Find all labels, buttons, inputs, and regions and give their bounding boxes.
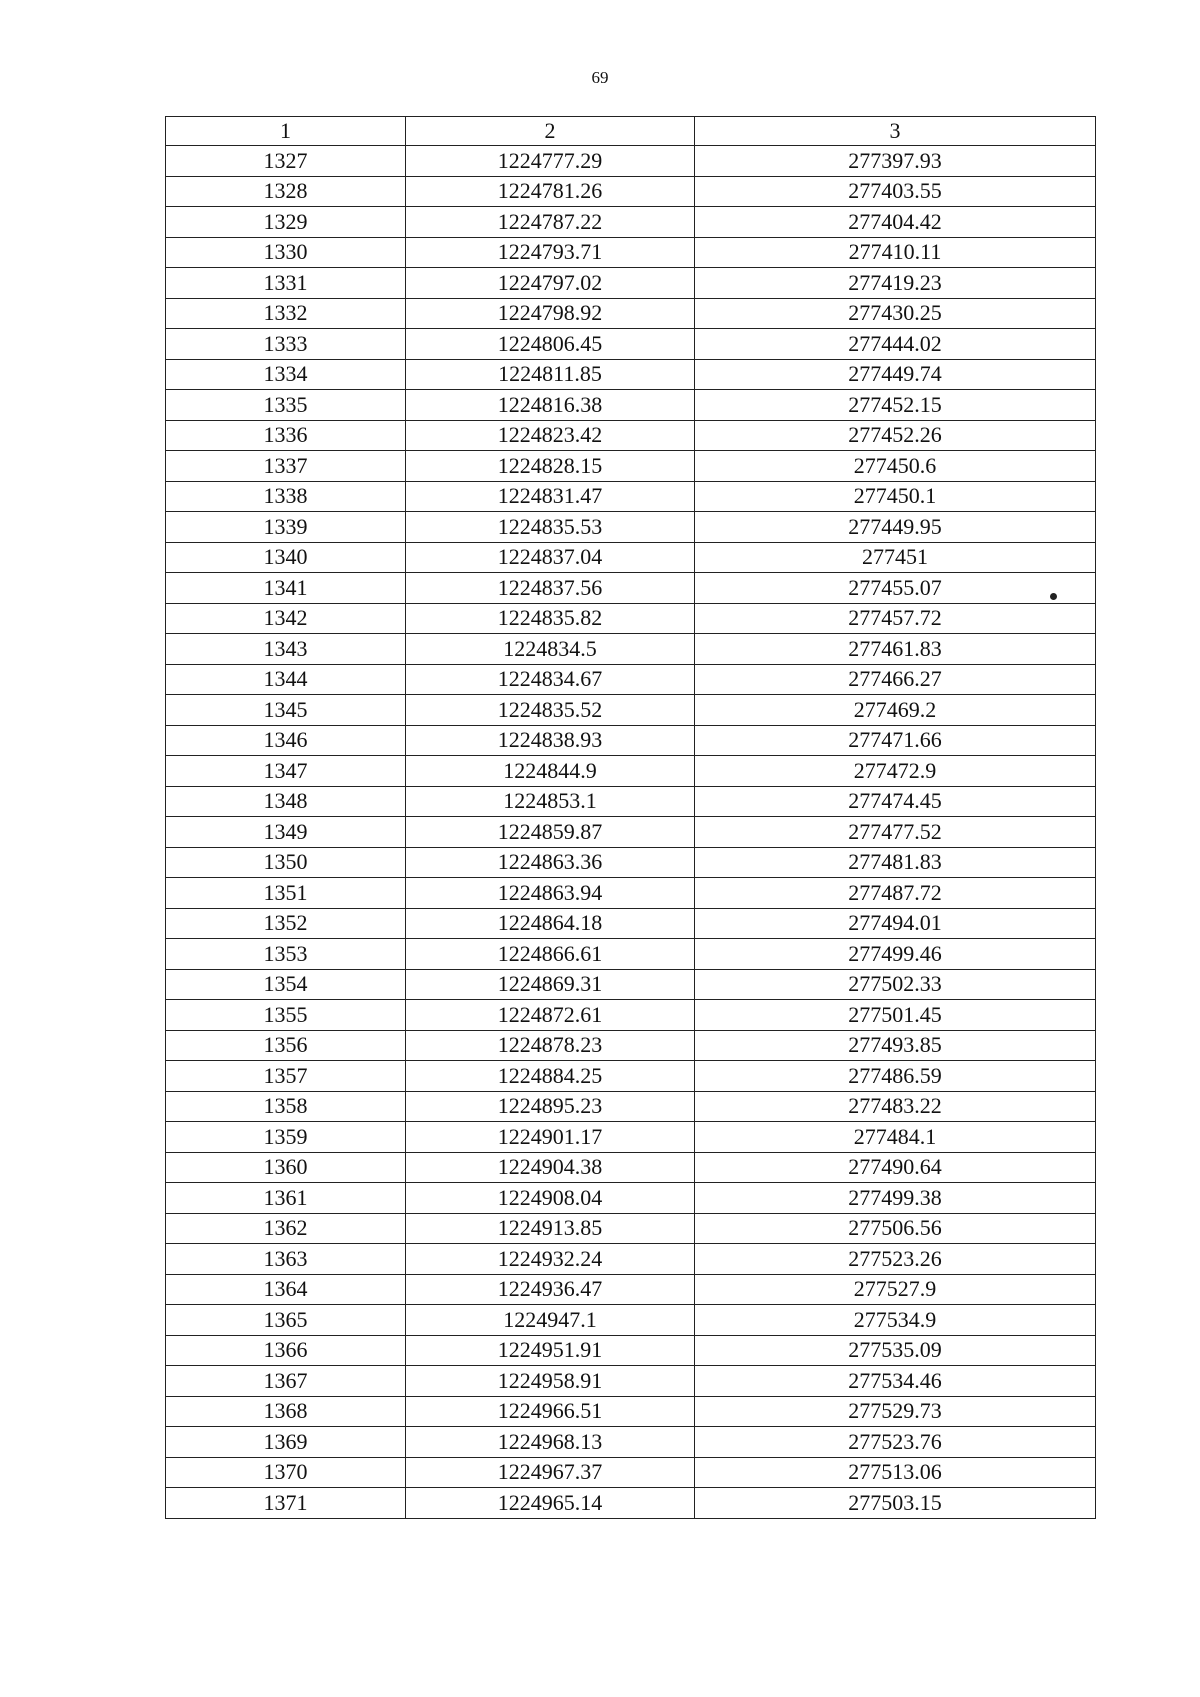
- y-coordinate-cell: 277490.64: [695, 1152, 1096, 1183]
- x-coordinate-cell: 1224828.15: [406, 451, 695, 482]
- point-number-cell: 1338: [166, 481, 406, 512]
- y-coordinate-cell: 277451: [695, 542, 1096, 573]
- column-header-3: 3: [695, 117, 1096, 146]
- x-coordinate-cell: 1224966.51: [406, 1396, 695, 1427]
- point-number-cell: 1355: [166, 1000, 406, 1031]
- table-row: [166, 756, 1096, 787]
- y-coordinate-cell: 277474.45: [695, 786, 1096, 817]
- table-row: [166, 1427, 1096, 1458]
- table-row: [166, 1183, 1096, 1214]
- point-number-cell: 1337: [166, 451, 406, 482]
- y-coordinate-cell: 277523.26: [695, 1244, 1096, 1275]
- y-coordinate-cell: 277461.83: [695, 634, 1096, 665]
- point-number-cell: 1348: [166, 786, 406, 817]
- point-number-cell: 1360: [166, 1152, 406, 1183]
- table-row: [166, 603, 1096, 634]
- y-coordinate-cell: 277503.15: [695, 1488, 1096, 1519]
- y-coordinate-cell: 277449.74: [695, 359, 1096, 390]
- y-coordinate-cell: 277534.46: [695, 1366, 1096, 1397]
- y-coordinate-cell: 277529.73: [695, 1396, 1096, 1427]
- x-coordinate-cell: 1224853.1: [406, 786, 695, 817]
- x-coordinate-cell: 1224965.14: [406, 1488, 695, 1519]
- table-row: [166, 359, 1096, 390]
- y-coordinate-cell: 277457.72: [695, 603, 1096, 634]
- x-coordinate-cell: 1224864.18: [406, 908, 695, 939]
- y-coordinate-cell: 277499.38: [695, 1183, 1096, 1214]
- x-coordinate-cell: 1224816.38: [406, 390, 695, 421]
- point-number-cell: 1336: [166, 420, 406, 451]
- y-coordinate-cell: 277430.25: [695, 298, 1096, 329]
- x-coordinate-cell: 1224835.53: [406, 512, 695, 543]
- table-row: [166, 1366, 1096, 1397]
- y-coordinate-cell: 277513.06: [695, 1457, 1096, 1488]
- point-number-cell: 1368: [166, 1396, 406, 1427]
- point-number-cell: 1365: [166, 1305, 406, 1336]
- x-coordinate-cell: 1224869.31: [406, 969, 695, 1000]
- point-number-cell: 1335: [166, 390, 406, 421]
- x-coordinate-cell: 1224834.67: [406, 664, 695, 695]
- table-row: [166, 664, 1096, 695]
- point-number-cell: 1333: [166, 329, 406, 360]
- x-coordinate-cell: 1224793.71: [406, 237, 695, 268]
- x-coordinate-cell: 1224968.13: [406, 1427, 695, 1458]
- point-number-cell: 1361: [166, 1183, 406, 1214]
- y-coordinate-cell: 277483.22: [695, 1091, 1096, 1122]
- table-row: [166, 573, 1096, 604]
- point-number-cell: 1353: [166, 939, 406, 970]
- table-row: [166, 878, 1096, 909]
- point-number-cell: 1366: [166, 1335, 406, 1366]
- table-row: [166, 237, 1096, 268]
- table-header-row: [166, 117, 1096, 146]
- point-number-cell: 1357: [166, 1061, 406, 1092]
- y-coordinate-cell: 277452.26: [695, 420, 1096, 451]
- y-coordinate-cell: 277506.56: [695, 1213, 1096, 1244]
- table-row: [166, 1000, 1096, 1031]
- x-coordinate-cell: 1224863.36: [406, 847, 695, 878]
- x-coordinate-cell: 1224936.47: [406, 1274, 695, 1305]
- y-coordinate-cell: 277449.95: [695, 512, 1096, 543]
- y-coordinate-cell: 277527.9: [695, 1274, 1096, 1305]
- point-number-cell: 1364: [166, 1274, 406, 1305]
- point-number-cell: 1367: [166, 1366, 406, 1397]
- table-row: [166, 1030, 1096, 1061]
- column-header-2: 2: [406, 117, 695, 146]
- table-row: [166, 1274, 1096, 1305]
- y-coordinate-cell: 277487.72: [695, 878, 1096, 909]
- table-row: [166, 1305, 1096, 1336]
- x-coordinate-cell: 1224878.23: [406, 1030, 695, 1061]
- x-coordinate-cell: 1224863.94: [406, 878, 695, 909]
- table-row: [166, 1152, 1096, 1183]
- x-coordinate-cell: 1224806.45: [406, 329, 695, 360]
- point-number-cell: 1343: [166, 634, 406, 665]
- table-row: [166, 298, 1096, 329]
- y-coordinate-cell: 277501.45: [695, 1000, 1096, 1031]
- y-coordinate-cell: 277484.1: [695, 1122, 1096, 1153]
- y-coordinate-cell: 277523.76: [695, 1427, 1096, 1458]
- point-number-cell: 1334: [166, 359, 406, 390]
- table-row: [166, 1244, 1096, 1275]
- x-coordinate-cell: 1224866.61: [406, 939, 695, 970]
- point-number-cell: 1327: [166, 146, 406, 177]
- table-body: [166, 146, 1096, 1519]
- table-row: [166, 1396, 1096, 1427]
- point-number-cell: 1328: [166, 176, 406, 207]
- point-number-cell: 1363: [166, 1244, 406, 1275]
- x-coordinate-cell: 1224834.5: [406, 634, 695, 665]
- table-row: [166, 512, 1096, 543]
- y-coordinate-cell: 277450.1: [695, 481, 1096, 512]
- table-row: [166, 847, 1096, 878]
- point-number-cell: 1359: [166, 1122, 406, 1153]
- x-coordinate-cell: 1224947.1: [406, 1305, 695, 1336]
- point-number-cell: 1332: [166, 298, 406, 329]
- table-row: [166, 695, 1096, 726]
- y-coordinate-cell: 277450.6: [695, 451, 1096, 482]
- y-coordinate-cell: 277493.85: [695, 1030, 1096, 1061]
- table-row: [166, 1091, 1096, 1122]
- table-row: [166, 1122, 1096, 1153]
- x-coordinate-cell: 1224932.24: [406, 1244, 695, 1275]
- table-row: [166, 786, 1096, 817]
- point-number-cell: 1345: [166, 695, 406, 726]
- x-coordinate-cell: 1224777.29: [406, 146, 695, 177]
- point-number-cell: 1350: [166, 847, 406, 878]
- x-coordinate-cell: 1224835.82: [406, 603, 695, 634]
- x-coordinate-cell: 1224901.17: [406, 1122, 695, 1153]
- x-coordinate-cell: 1224781.26: [406, 176, 695, 207]
- y-coordinate-cell: 277469.2: [695, 695, 1096, 726]
- x-coordinate-cell: 1224859.87: [406, 817, 695, 848]
- y-coordinate-cell: 277419.23: [695, 268, 1096, 299]
- x-coordinate-cell: 1224831.47: [406, 481, 695, 512]
- point-number-cell: 1358: [166, 1091, 406, 1122]
- x-coordinate-cell: 1224835.52: [406, 695, 695, 726]
- point-number-cell: 1346: [166, 725, 406, 756]
- point-number-cell: 1370: [166, 1457, 406, 1488]
- y-coordinate-cell: 277404.42: [695, 207, 1096, 238]
- y-coordinate-cell: 277455.07: [695, 573, 1096, 604]
- y-coordinate-cell: 277535.09: [695, 1335, 1096, 1366]
- table-row: [166, 725, 1096, 756]
- table-row: [166, 939, 1096, 970]
- table-row: [166, 420, 1096, 451]
- x-coordinate-cell: 1224798.92: [406, 298, 695, 329]
- y-coordinate-cell: 277502.33: [695, 969, 1096, 1000]
- table-row: [166, 451, 1096, 482]
- y-coordinate-cell: 277452.15: [695, 390, 1096, 421]
- point-number-cell: 1351: [166, 878, 406, 909]
- point-number-cell: 1356: [166, 1030, 406, 1061]
- y-coordinate-cell: 277410.11: [695, 237, 1096, 268]
- x-coordinate-cell: 1224884.25: [406, 1061, 695, 1092]
- x-coordinate-cell: 1224872.61: [406, 1000, 695, 1031]
- table-row: [166, 481, 1096, 512]
- table-row: [166, 908, 1096, 939]
- y-coordinate-cell: 277477.52: [695, 817, 1096, 848]
- point-number-cell: 1329: [166, 207, 406, 238]
- table-row: [166, 1457, 1096, 1488]
- table-row: [166, 329, 1096, 360]
- x-coordinate-cell: 1224844.9: [406, 756, 695, 787]
- table-row: [166, 1335, 1096, 1366]
- x-coordinate-cell: 1224811.85: [406, 359, 695, 390]
- x-coordinate-cell: 1224908.04: [406, 1183, 695, 1214]
- point-number-cell: 1342: [166, 603, 406, 634]
- y-coordinate-cell: 277486.59: [695, 1061, 1096, 1092]
- x-coordinate-cell: 1224958.91: [406, 1366, 695, 1397]
- y-coordinate-cell: 277466.27: [695, 664, 1096, 695]
- y-coordinate-cell: 277481.83: [695, 847, 1096, 878]
- point-number-cell: 1344: [166, 664, 406, 695]
- x-coordinate-cell: 1224838.93: [406, 725, 695, 756]
- y-coordinate-cell: 277471.66: [695, 725, 1096, 756]
- x-coordinate-cell: 1224951.91: [406, 1335, 695, 1366]
- point-number-cell: 1349: [166, 817, 406, 848]
- x-coordinate-cell: 1224967.37: [406, 1457, 695, 1488]
- point-number-cell: 1341: [166, 573, 406, 604]
- table-row: [166, 969, 1096, 1000]
- table-row: [166, 146, 1096, 177]
- table-row: [166, 634, 1096, 665]
- table-row: [166, 1061, 1096, 1092]
- point-number-cell: 1347: [166, 756, 406, 787]
- table-row: [166, 207, 1096, 238]
- point-number-cell: 1371: [166, 1488, 406, 1519]
- table-row: [166, 1488, 1096, 1519]
- table-row: [166, 390, 1096, 421]
- point-number-cell: 1339: [166, 512, 406, 543]
- table-row: [166, 542, 1096, 573]
- table-row: [166, 1213, 1096, 1244]
- x-coordinate-cell: 1224797.02: [406, 268, 695, 299]
- y-coordinate-cell: 277534.9: [695, 1305, 1096, 1336]
- table-row: [166, 176, 1096, 207]
- point-number-cell: 1352: [166, 908, 406, 939]
- y-coordinate-cell: 277499.46: [695, 939, 1096, 970]
- point-number-cell: 1369: [166, 1427, 406, 1458]
- scan-speck: [1050, 593, 1057, 600]
- table-row: [166, 268, 1096, 299]
- point-number-cell: 1340: [166, 542, 406, 573]
- y-coordinate-cell: 277397.93: [695, 146, 1096, 177]
- y-coordinate-cell: 277494.01: [695, 908, 1096, 939]
- x-coordinate-cell: 1224787.22: [406, 207, 695, 238]
- column-header-1: 1: [166, 117, 406, 146]
- x-coordinate-cell: 1224837.04: [406, 542, 695, 573]
- coordinates-table: [165, 116, 1096, 1519]
- x-coordinate-cell: 1224895.23: [406, 1091, 695, 1122]
- page-number: 69: [591, 68, 609, 87]
- point-number-cell: 1331: [166, 268, 406, 299]
- y-coordinate-cell: 277403.55: [695, 176, 1096, 207]
- point-number-cell: 1354: [166, 969, 406, 1000]
- y-coordinate-cell: 277444.02: [695, 329, 1096, 360]
- x-coordinate-cell: 1224837.56: [406, 573, 695, 604]
- table-row: [166, 817, 1096, 848]
- y-coordinate-cell: 277472.9: [695, 756, 1096, 787]
- x-coordinate-cell: 1224904.38: [406, 1152, 695, 1183]
- point-number-cell: 1362: [166, 1213, 406, 1244]
- x-coordinate-cell: 1224913.85: [406, 1213, 695, 1244]
- x-coordinate-cell: 1224823.42: [406, 420, 695, 451]
- point-number-cell: 1330: [166, 237, 406, 268]
